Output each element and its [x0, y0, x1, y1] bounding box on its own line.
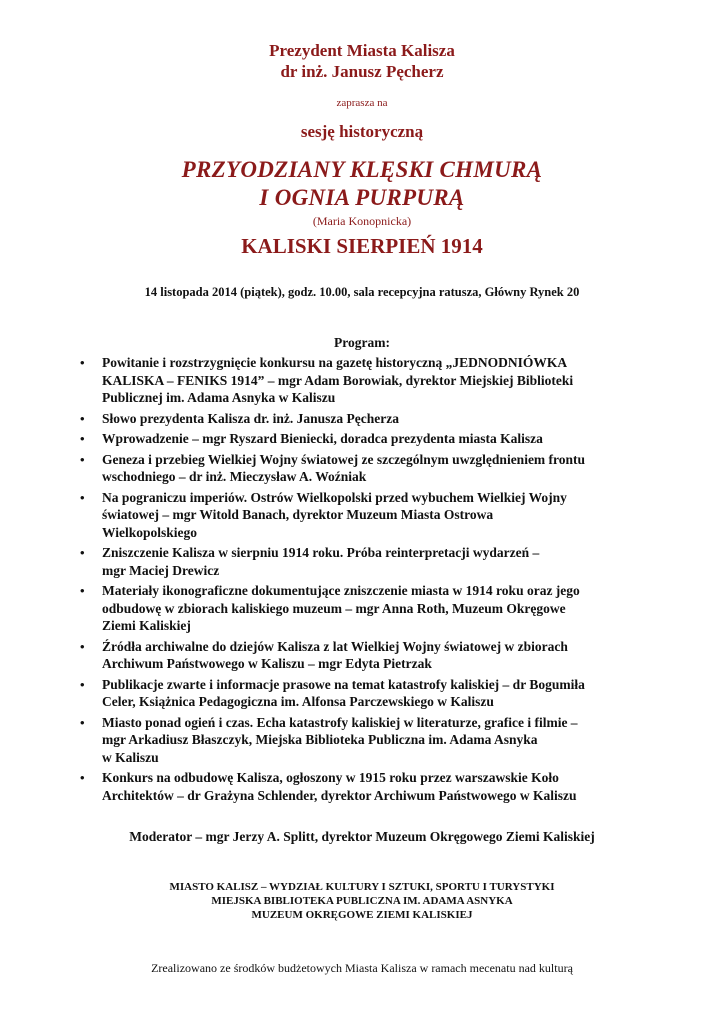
session-label: sesję historyczną — [300, 122, 424, 141]
event-date-location: 14 listopada 2014 (piątek), godz. 10.00, sala recepcyjna ratusza, Główny Rynek 20 — [144, 285, 580, 299]
program-item: • Materiały ikonograficzne dokumentujące zniszczenie miasta w 1914 roku oraz jego odbudowę w zbiorach kaliskiego muzeum – mgr Anna Roth, Muzeum Okręgowe Ziemi Kaliskiej — [80, 583, 580, 633]
program-item: • Miasto ponad ogień i czas. Echa katastrofy kaliskiej w literaturze, grafice i filmie – mgr Arkadiusz Błaszczyk, Miejska Biblioteka Publiczna im. Adama Asnyka w Kaliszu — [80, 714, 578, 765]
program-heading: Program: — [334, 335, 390, 350]
bullet-icon: • — [80, 638, 85, 654]
bullet-icon: • — [80, 676, 85, 692]
event-subtitle: KALISKI SIERPIEŃ 1914 — [241, 234, 483, 258]
organizer-line: MIASTO KALISZ – WYDZIAŁ KULTURY I SZTUKI, SPORTU I TURYSTYKI — [169, 881, 555, 893]
bullet-icon: • — [80, 451, 85, 467]
bullet-icon: • — [80, 714, 85, 730]
program-item: • Słowo prezydenta Kalisza dr. inż. Janusza Pęcherza — [80, 410, 399, 426]
bullet-icon: • — [80, 355, 85, 370]
bullet-icon: • — [80, 410, 85, 426]
bullet-icon: • — [80, 431, 85, 446]
inviter-title: Prezydent Miasta Kalisza — [269, 41, 455, 60]
event-title-line-1: PRZYODZIANY KLĘSKI CHMURĄ — [181, 157, 543, 182]
program-item: • Źródła archiwalne do dziejów Kalisza z lat Wielkiej Wojny światowej w zbiorach Archiwum Państwowego w Kaliszu – mgr Edyta Pietrzak — [80, 638, 568, 671]
moderator-line: Moderator – mgr Jerzy A. Splitt, dyrektor Muzeum Okręgowego Ziemi Kaliskiej — [129, 829, 595, 844]
bullet-icon: • — [80, 770, 85, 785]
bullet-icon: • — [80, 489, 85, 505]
organizer-line: MIEJSKA BIBLIOTEKA PUBLICZNA IM. ADAMA ASNYKA — [211, 895, 513, 907]
organizer-line: MUZEUM OKRĘGOWE ZIEMI KALISKIEJ — [251, 909, 473, 921]
organizers-block — [0, 880, 724, 922]
bullet-icon: • — [80, 583, 85, 598]
program-item: • Wprowadzenie – mgr Ryszard Bieniecki, doradca prezydenta miasta Kalisza — [80, 431, 543, 446]
invites-text: zaprasza na — [336, 97, 388, 109]
program-item: • Powitanie i rozstrzygnięcie konkursu na gazetę historyczną „JEDNODNIÓWKA KALISKA – FENIKS 1914” – mgr Adam Borowiak, dyrektor Miejskiej Biblioteki Publicznej im. Adama Asnyka w Kaliszu — [80, 355, 574, 405]
quote-author: (Maria Konopnicka) — [312, 214, 412, 228]
inviter-name: dr inż. Janusz Pęcherz — [280, 62, 444, 81]
program-item: • Geneza i przebieg Wielkiej Wojny światowej ze szczególnym uwzględnieniem frontu wschodniego – dr inż. Mieczysław A. Woźniak — [80, 451, 586, 484]
event-title-line-2: I OGNIA PURPURĄ — [259, 185, 465, 210]
bullet-icon: • — [80, 545, 85, 560]
program-item: • Na pograniczu imperiów. Ostrów Wielkopolski przed wybuchem Wielkiej Wojny światowej – mgr Witold Banach, dyrektor Muzeum Miasta Ostrowa Wielkopolskiego — [80, 489, 567, 540]
program-item: • Zniszczenie Kalisza w sierpniu 1914 roku. Próba reinterpretacji wydarzeń – mgr Maciej Drewicz — [80, 545, 540, 578]
funding-note: Zrealizowano ze środków budżetowych Miasta Kalisza w ramach mecenatu nad kulturą — [151, 961, 573, 975]
inviter-block — [0, 40, 724, 82]
event-title — [0, 156, 724, 212]
program-list — [78, 354, 678, 807]
program-item: • Konkurs na odbudowę Kalisza, ogłoszony w 1915 roku przez warszawskie Koło Architektów – dr Grażyna Schlender, dyrektor Archiwum Państwowego w Kaliszu — [80, 770, 577, 803]
program-item: • Publikacje zwarte i informacje prasowe na temat katastrofy kaliskiej – dr Bogumiła Celer, Książnica Pedagogiczna im. Alfonsa Parczewskiego w Kaliszu — [80, 676, 585, 709]
